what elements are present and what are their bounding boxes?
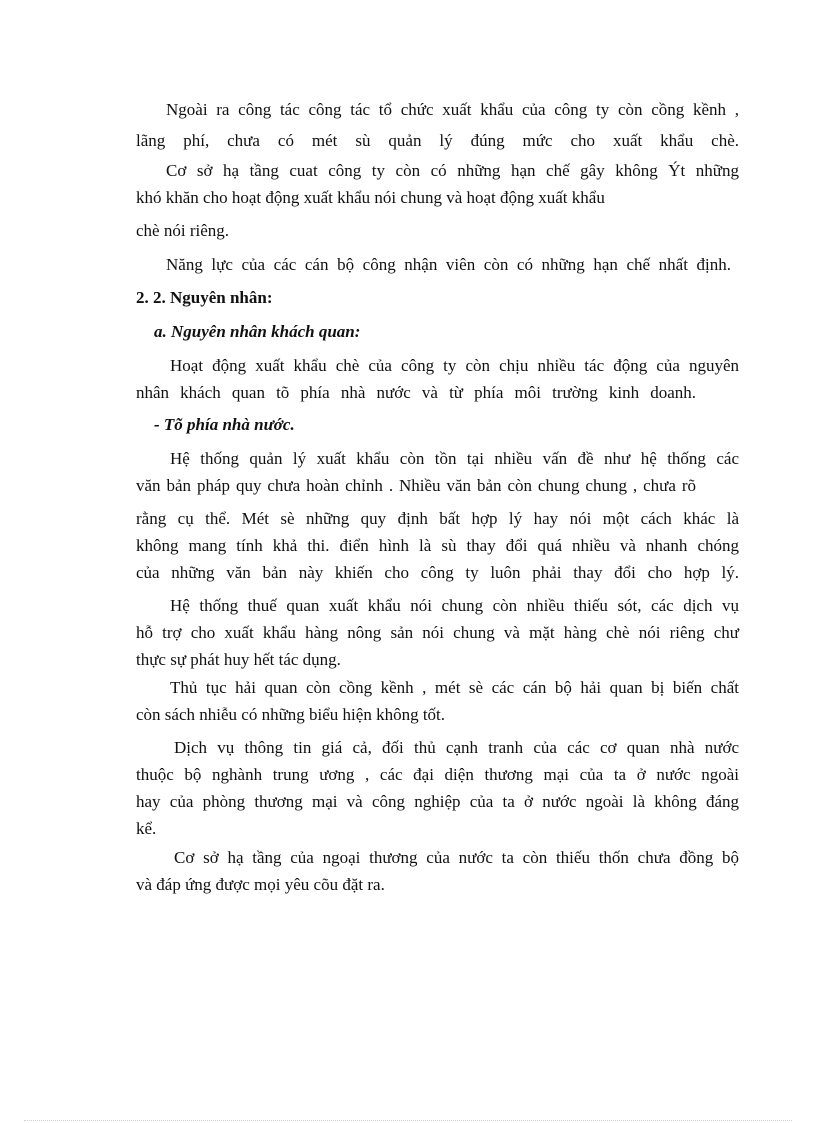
section-heading xyxy=(136,284,739,311)
text-line: khó khăn cho hoạt động xuất khẩu nói chung và hoạt động xuất khẩu xyxy=(136,188,605,207)
text-line: chè nói riêng. xyxy=(136,221,229,240)
paragraph-organization xyxy=(136,96,739,154)
paragraph-export-management xyxy=(136,445,739,586)
paragraph-information-services xyxy=(136,734,739,842)
text-line: còn sách nhiễu có những biểu hiện không tốt. xyxy=(136,705,446,724)
section-heading-text: 2. 2. Nguyên nhân: xyxy=(136,288,273,307)
text-line: thuộc bộ nghành trung ương , các đại diện thương mại của ta ở nước ngoài xyxy=(136,765,739,784)
subsection-heading-state-text: - Tõ phía nhà nước. xyxy=(154,415,295,434)
text-line: hay của phòng thương mại và công nghiệp của ta ở nước ngoài là không đáng xyxy=(136,792,739,811)
text-line: và đáp ứng được mọi yêu cõu đặt ra. xyxy=(136,875,385,894)
text-line: kể. xyxy=(136,819,157,838)
paragraph-trade-infrastructure xyxy=(136,844,739,898)
text-line: thực sự phát huy hết tác dụng. xyxy=(136,650,341,669)
text-line: Năng lực của các cán bộ công nhận viên còn có những hạn chế nhất định. xyxy=(166,255,731,274)
text-line: hỗ trợ cho xuất khẩu hàng nông sản nói chung và mặt hàng chè nói riêng chư xyxy=(136,623,739,642)
text-line: rằng cụ thể. Mét sè những quy định bất hợp lý hay nói một cách khác là xyxy=(136,509,739,528)
text-line: Cơ sở hạ tầng cuat công ty còn có những hạn chế gây không Ýt những xyxy=(166,161,739,180)
paragraph-capacity xyxy=(136,251,739,278)
subsection-heading-state xyxy=(136,411,739,438)
text-line: Dịch vụ thông tin giá cả, đối thủ cạnh tranh của các cơ quan nhà nước xyxy=(174,738,739,757)
text-line: Hệ thống thuế quan xuất khẩu nói chung còn nhiều thiếu sót, các dịch vụ xyxy=(170,596,739,615)
text-line: Hoạt động xuất khẩu chè của công ty còn chịu nhiều tác động của nguyên xyxy=(170,356,739,375)
text-line: nhân khách quan tõ phía nhà nước và từ phía môi trường kinh doanh. xyxy=(136,383,696,402)
text-line: của những văn bản này khiến cho công ty luôn phải thay đổi cho hợp lý. xyxy=(136,563,739,582)
subsection-heading-text: a. Nguyên nhân khách quan: xyxy=(154,322,361,341)
text-line: Ngoài ra công tác công tác tổ chức xuất khẩu của công ty còn cồng kềnh , xyxy=(166,100,739,119)
paragraph-customs xyxy=(136,674,739,728)
page-bottom-divider xyxy=(24,1120,792,1121)
text-line: không mang tính khả thi. điển hình là sù thay đổi quá nhiều và nhanh chóng xyxy=(136,536,739,555)
paragraph-objective-causes xyxy=(136,352,739,406)
text-line: văn bản pháp quy chưa hoàn chỉnh . Nhiều văn bản còn chung chung , chưa rõ xyxy=(136,476,696,495)
text-line: lãng phí, chưa có mét sù quản lý đúng mức cho xuất khẩu chè. xyxy=(136,131,739,150)
subsection-heading xyxy=(136,318,739,345)
text-line: Thủ tục hải quan còn cồng kềnh , mét sè các cán bộ hải quan bị biến chất xyxy=(170,678,739,697)
paragraph-infrastructure xyxy=(136,157,739,244)
text-line: Cơ sở hạ tầng của ngoại thương của nước ta còn thiếu thốn chưa đồng bộ xyxy=(174,848,739,867)
text-line: Hệ thống quản lý xuất khẩu còn tồn tại nhiều vấn đề như hệ thống các xyxy=(170,449,739,468)
paragraph-tax-system xyxy=(136,592,739,673)
